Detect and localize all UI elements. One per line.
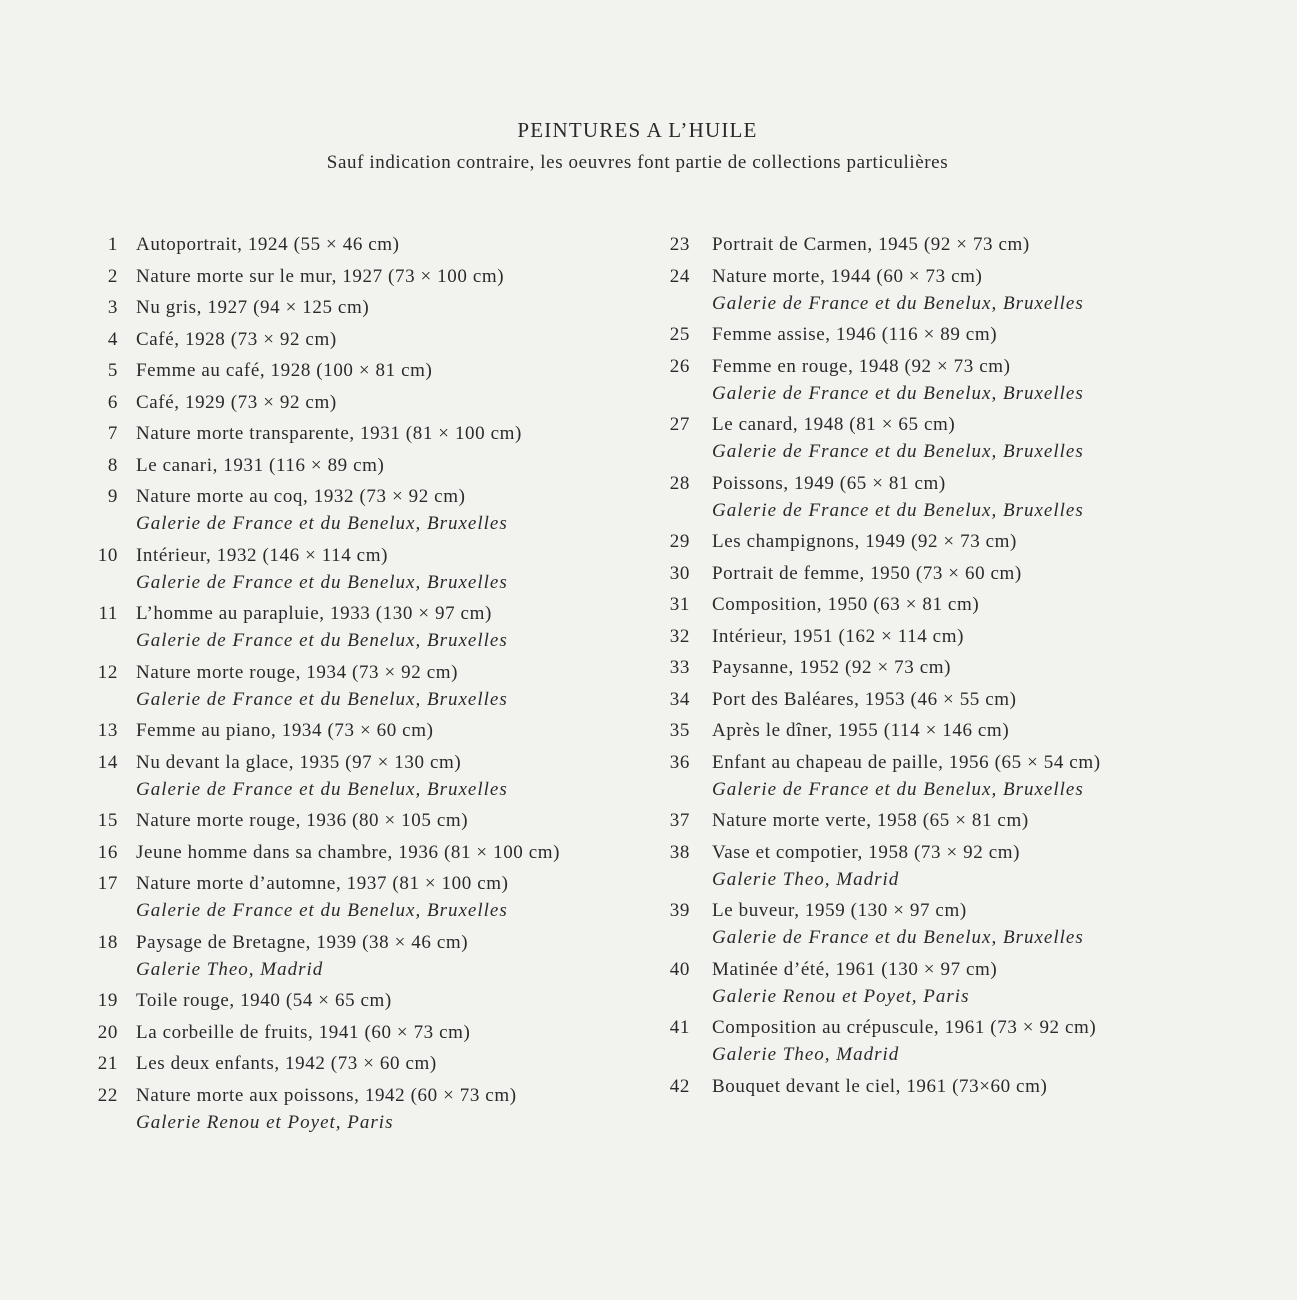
entry-collection: Galerie de France et du Benelux, Bruxelles bbox=[136, 900, 508, 921]
entry-collection: Galerie de France et du Benelux, Bruxelles bbox=[136, 688, 508, 710]
entry-number: 16 bbox=[97, 841, 118, 863]
entry-title: Nature morte sur le mur, 1927 (73 × 100 cm) bbox=[136, 265, 505, 287]
entry-body bbox=[136, 263, 652, 290]
list-item bbox=[658, 411, 1218, 465]
entry-body bbox=[136, 749, 652, 803]
entry-number: 13 bbox=[97, 720, 118, 741]
entry-title: Nature morte d’automne, 1937 (81 × 100 cm) bbox=[136, 873, 509, 894]
entry-number: 10 bbox=[97, 544, 118, 566]
entry-number: 7 bbox=[107, 423, 118, 444]
entry-title: Nature morte transparente, 1931 (81 × 100 cm) bbox=[136, 423, 522, 444]
entry-number: 9 bbox=[107, 486, 118, 507]
entry-number: 33 bbox=[669, 657, 690, 678]
list-item bbox=[82, 420, 652, 447]
entry-title: Port des Baléares, 1953 (46 × 55 cm) bbox=[712, 688, 1017, 710]
entry-collection: Galerie Theo, Madrid bbox=[712, 1044, 900, 1065]
list-item bbox=[658, 717, 1218, 744]
entry-number: 22 bbox=[97, 1084, 118, 1106]
entry-body bbox=[136, 420, 652, 447]
entry-body bbox=[712, 591, 1218, 618]
list-item bbox=[658, 654, 1218, 681]
entry-title: Café, 1929 (73 × 92 cm) bbox=[136, 391, 337, 413]
list-item bbox=[82, 717, 652, 744]
entry-number: 31 bbox=[669, 594, 690, 615]
entry-number: 34 bbox=[669, 688, 690, 710]
entry-collection: Galerie de France et du Benelux, Bruxelles bbox=[136, 571, 508, 593]
entry-body bbox=[712, 686, 1218, 713]
entry-body bbox=[136, 452, 652, 479]
entry-title: Nature morte, 1944 (60 × 73 cm) bbox=[712, 265, 983, 287]
list-item bbox=[658, 321, 1218, 348]
entry-title: Nature morte rouge, 1934 (73 × 92 cm) bbox=[136, 661, 459, 683]
entry-collection: Galerie Theo, Madrid bbox=[136, 958, 324, 980]
entry-number: 5 bbox=[107, 360, 118, 381]
entry-number: 26 bbox=[669, 355, 690, 377]
entry-collection: Galerie de France et du Benelux, Bruxelles bbox=[712, 778, 1084, 800]
list-item bbox=[82, 749, 652, 803]
entry-title: Composition, 1950 (63 × 81 cm) bbox=[712, 594, 980, 615]
list-item bbox=[658, 686, 1218, 713]
list-item bbox=[658, 528, 1218, 555]
entry-title: Bouquet devant le ciel, 1961 (73×60 cm) bbox=[712, 1075, 1048, 1097]
entry-body bbox=[136, 1019, 652, 1046]
entry-title: Femme au café, 1928 (100 × 81 cm) bbox=[136, 360, 433, 381]
entry-number: 8 bbox=[107, 454, 118, 476]
list-item bbox=[82, 263, 652, 290]
entry-number: 38 bbox=[669, 841, 690, 863]
list-item bbox=[82, 231, 652, 258]
list-item bbox=[658, 263, 1218, 317]
entry-body bbox=[136, 929, 652, 983]
entry-title: Intérieur, 1932 (146 × 114 cm) bbox=[136, 544, 389, 566]
right-column bbox=[658, 231, 1218, 1104]
entry-body bbox=[712, 263, 1218, 317]
entry-number: 42 bbox=[669, 1075, 690, 1097]
list-item bbox=[82, 870, 652, 924]
entry-collection: Galerie de France et du Benelux, Bruxelles bbox=[136, 630, 508, 651]
entry-title: Nu gris, 1927 (94 × 125 cm) bbox=[136, 297, 370, 318]
list-item bbox=[658, 897, 1218, 951]
entry-number: 36 bbox=[669, 751, 690, 773]
entry-title: Jeune homme dans sa chambre, 1936 (81 × 100 cm) bbox=[136, 841, 561, 863]
entry-number: 32 bbox=[669, 625, 690, 647]
entry-title: Intérieur, 1951 (162 × 114 cm) bbox=[712, 625, 965, 647]
entry-title: Après le dîner, 1955 (114 × 146 cm) bbox=[712, 720, 1010, 741]
list-item bbox=[82, 326, 652, 353]
list-item bbox=[82, 929, 652, 983]
list-item bbox=[82, 452, 652, 479]
list-item bbox=[658, 353, 1218, 407]
entry-body bbox=[136, 839, 652, 866]
entry-title: Le canari, 1931 (116 × 89 cm) bbox=[136, 454, 385, 476]
entry-title: Nature morte au coq, 1932 (73 × 92 cm) bbox=[136, 486, 466, 507]
entry-body bbox=[712, 231, 1218, 258]
entry-title: Poissons, 1949 (65 × 81 cm) bbox=[712, 472, 946, 494]
entry-title: La corbeille de fruits, 1941 (60 × 73 cm) bbox=[136, 1021, 471, 1043]
entry-title: Composition au crépuscule, 1961 (73 × 92 cm) bbox=[712, 1017, 1097, 1038]
entry-title: Matinée d’été, 1961 (130 × 97 cm) bbox=[712, 958, 998, 980]
entry-title: Café, 1928 (73 × 92 cm) bbox=[136, 328, 337, 350]
entry-body bbox=[712, 839, 1218, 893]
list-item bbox=[82, 839, 652, 866]
entry-collection: Galerie de France et du Benelux, Bruxelles bbox=[136, 513, 508, 534]
entry-body bbox=[136, 326, 652, 353]
entry-title: Portrait de femme, 1950 (73 × 60 cm) bbox=[712, 562, 1022, 584]
entry-number: 6 bbox=[107, 391, 118, 413]
entry-number: 30 bbox=[669, 562, 690, 584]
entry-collection: Galerie Theo, Madrid bbox=[712, 868, 900, 890]
entry-body bbox=[136, 659, 652, 713]
list-item bbox=[82, 1082, 652, 1136]
page-subtitle: Sauf indication contraire, les oeuvres font partie de collections particulières bbox=[326, 152, 949, 173]
entry-body bbox=[712, 717, 1218, 744]
list-item bbox=[82, 389, 652, 416]
list-item bbox=[82, 357, 652, 384]
entry-title: Femme en rouge, 1948 (92 × 73 cm) bbox=[712, 355, 1011, 377]
entry-title: Paysage de Bretagne, 1939 (38 × 46 cm) bbox=[136, 931, 469, 953]
entry-body bbox=[136, 389, 652, 416]
entry-title: L’homme au parapluie, 1933 (130 × 97 cm) bbox=[136, 603, 492, 624]
list-item bbox=[82, 542, 652, 596]
entry-body bbox=[136, 231, 652, 258]
list-item bbox=[82, 483, 652, 537]
entry-number: 25 bbox=[669, 324, 690, 345]
list-item bbox=[658, 1073, 1218, 1100]
entry-title: Enfant au chapeau de paille, 1956 (65 × 54 cm) bbox=[712, 751, 1101, 773]
entry-title: Vase et compotier, 1958 (73 × 92 cm) bbox=[712, 841, 1021, 863]
list-item bbox=[82, 294, 652, 321]
entry-body bbox=[712, 1073, 1218, 1100]
entry-body bbox=[712, 353, 1218, 407]
list-item bbox=[658, 749, 1218, 803]
entry-title: Les deux enfants, 1942 (73 × 60 cm) bbox=[136, 1053, 437, 1074]
list-item bbox=[82, 807, 652, 834]
entry-body bbox=[712, 654, 1218, 681]
entry-number: 4 bbox=[107, 328, 118, 350]
entry-body bbox=[136, 1082, 652, 1136]
entry-title: Le buveur, 1959 (130 × 97 cm) bbox=[712, 900, 967, 921]
entry-body bbox=[136, 987, 652, 1014]
list-item bbox=[658, 956, 1218, 1010]
entry-collection: Galerie de France et du Benelux, Bruxelles bbox=[136, 778, 508, 800]
entry-body bbox=[136, 1050, 652, 1077]
entry-body bbox=[136, 807, 652, 834]
entry-collection: Galerie de France et du Benelux, Bruxelles bbox=[712, 441, 1084, 462]
entry-number: 18 bbox=[97, 931, 118, 953]
entry-title: Autoportrait, 1924 (55 × 46 cm) bbox=[136, 234, 400, 255]
entry-number: 2 bbox=[107, 265, 118, 287]
entry-collection: Galerie Renou et Poyet, Paris bbox=[136, 1111, 394, 1133]
entry-number: 14 bbox=[97, 751, 118, 773]
entry-number: 23 bbox=[669, 234, 690, 255]
list-item bbox=[658, 623, 1218, 650]
entry-body bbox=[136, 357, 652, 384]
entry-number: 17 bbox=[97, 873, 118, 894]
list-item bbox=[658, 231, 1218, 258]
entry-title: Nature morte rouge, 1936 (80 × 105 cm) bbox=[136, 810, 469, 831]
entry-collection: Galerie de France et du Benelux, Bruxelles bbox=[712, 292, 1084, 314]
entry-body bbox=[136, 483, 652, 537]
entry-number: 20 bbox=[97, 1021, 118, 1043]
entry-body bbox=[712, 897, 1218, 951]
entry-body bbox=[712, 1014, 1218, 1068]
entry-number: 39 bbox=[669, 900, 690, 921]
entry-body bbox=[712, 560, 1218, 587]
list-item bbox=[82, 1050, 652, 1077]
list-item bbox=[658, 591, 1218, 618]
list-item bbox=[82, 659, 652, 713]
entry-title: Femme assise, 1946 (116 × 89 cm) bbox=[712, 324, 998, 345]
entry-number: 24 bbox=[669, 265, 690, 287]
entry-title: Les champignons, 1949 (92 × 73 cm) bbox=[712, 531, 1017, 552]
list-item bbox=[658, 1014, 1218, 1068]
entry-number: 29 bbox=[669, 531, 690, 552]
entry-body bbox=[136, 870, 652, 924]
entry-body bbox=[712, 807, 1218, 834]
left-column bbox=[82, 231, 652, 1140]
list-item bbox=[82, 600, 652, 654]
entry-title: Nu devant la glace, 1935 (97 × 130 cm) bbox=[136, 751, 462, 773]
entry-collection: Galerie de France et du Benelux, Bruxelles bbox=[712, 499, 1084, 521]
entry-number: 41 bbox=[669, 1017, 690, 1038]
entry-body bbox=[136, 600, 652, 654]
entry-body bbox=[712, 956, 1218, 1010]
entry-title: Portrait de Carmen, 1945 (92 × 73 cm) bbox=[712, 234, 1030, 255]
entry-body bbox=[712, 528, 1218, 555]
entry-body bbox=[712, 321, 1218, 348]
entry-number: 27 bbox=[669, 414, 690, 435]
entry-number: 37 bbox=[669, 810, 690, 831]
entry-title: Nature morte aux poissons, 1942 (60 × 73 cm) bbox=[136, 1084, 517, 1106]
entry-number: 15 bbox=[97, 810, 118, 831]
entry-number: 11 bbox=[98, 603, 118, 624]
entry-title: Toile rouge, 1940 (54 × 65 cm) bbox=[136, 990, 392, 1011]
entry-body bbox=[712, 749, 1218, 803]
list-item bbox=[658, 560, 1218, 587]
entry-title: Le canard, 1948 (81 × 65 cm) bbox=[712, 414, 956, 435]
list-item bbox=[658, 470, 1218, 524]
entry-body bbox=[712, 470, 1218, 524]
list-item bbox=[82, 1019, 652, 1046]
entry-body bbox=[136, 542, 652, 596]
entry-number: 3 bbox=[107, 297, 118, 318]
entry-number: 19 bbox=[97, 990, 118, 1011]
list-item bbox=[82, 987, 652, 1014]
entry-body bbox=[136, 294, 652, 321]
entry-collection: Galerie de France et du Benelux, Bruxelles bbox=[712, 927, 1084, 948]
entry-collection: Galerie Renou et Poyet, Paris bbox=[712, 985, 970, 1007]
entry-collection: Galerie de France et du Benelux, Bruxelles bbox=[712, 382, 1084, 404]
list-item bbox=[658, 839, 1218, 893]
entry-body bbox=[712, 411, 1218, 465]
entry-number: 1 bbox=[107, 234, 118, 255]
entry-body bbox=[136, 717, 652, 744]
entry-title: Paysanne, 1952 (92 × 73 cm) bbox=[712, 657, 952, 678]
list-item bbox=[658, 807, 1218, 834]
entry-title: Nature morte verte, 1958 (65 × 81 cm) bbox=[712, 810, 1029, 831]
entry-body bbox=[712, 623, 1218, 650]
entry-number: 28 bbox=[669, 472, 690, 494]
entry-number: 35 bbox=[669, 720, 690, 741]
page-title: PEINTURES A L’HUILE bbox=[517, 118, 758, 142]
entry-number: 12 bbox=[97, 661, 118, 683]
entry-title: Femme au piano, 1934 (73 × 60 cm) bbox=[136, 720, 434, 741]
entry-number: 40 bbox=[669, 958, 690, 980]
entry-number: 21 bbox=[97, 1053, 118, 1074]
